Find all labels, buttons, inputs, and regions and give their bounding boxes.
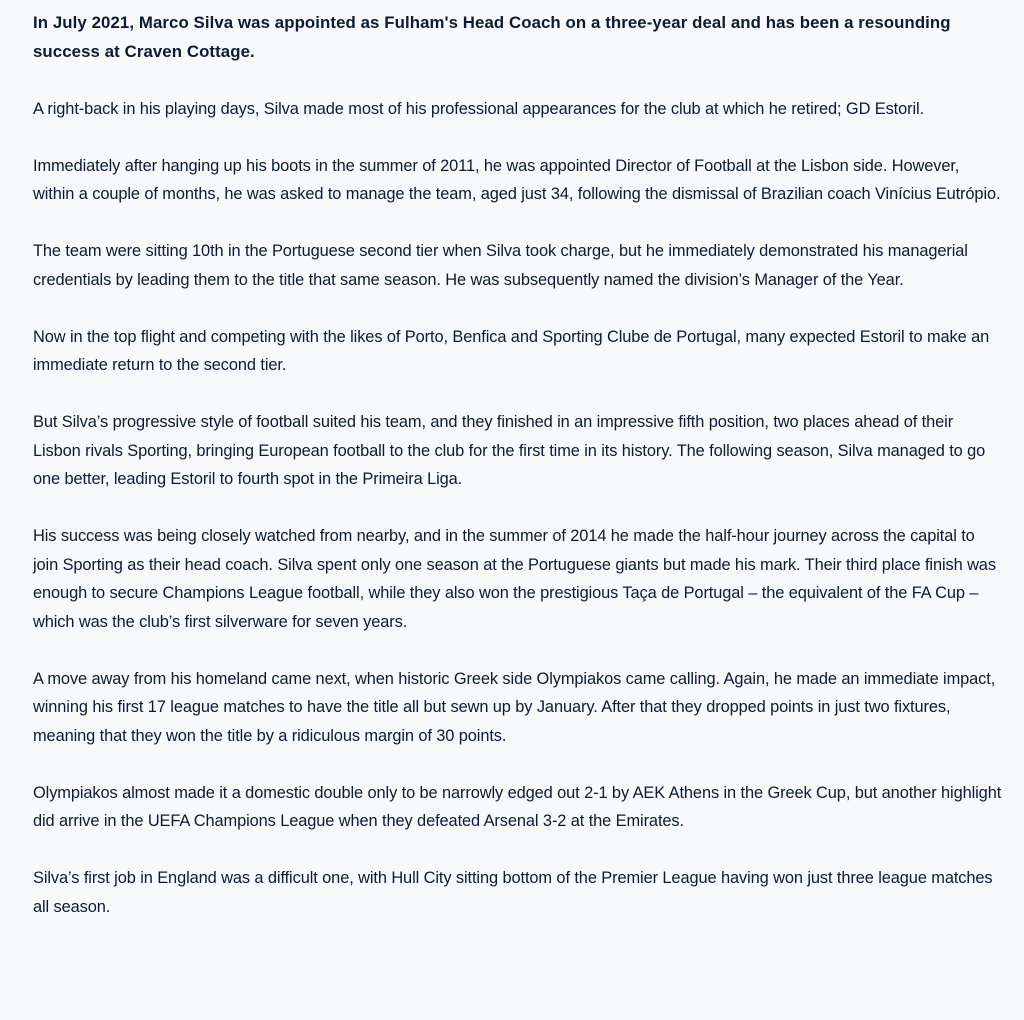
- article-paragraph: Now in the top flight and competing with the likes of Porto, Benfica and Sporting Clube de Portugal, many expected Estoril to make an immediate return to the second tier.: [33, 327, 990, 374]
- article-paragraph: His success was being closely watched from nearby, and in the summer of 2014 he made the half-hour journey across the capital to join Sporting as their head coach. Silva spent only one season at the Portuguese giants but made his mark. Their third place finish was enough to secure Champions League football, while they also won the prestigious Taça de Portugal – the equivalent of the FA Cup – which was the club’s first silverware for seven years.: [33, 527, 996, 631]
- article-paragraph: Silva’s first job in England was a difficult one, with Hull City sitting bottom of the Premier League having won just three league matches all season.: [33, 869, 993, 916]
- article-paragraph: The team were sitting 10th in the Portuguese second tier when Silva took charge, but he immediately demonstrated his managerial credentials by leading them to the title that same season. He was subsequently named the division’s Manager of the Year.: [33, 242, 968, 289]
- article-paragraph: A right-back in his playing days, Silva made most of his professional appearances for the club at which he retired; GD Estoril.: [33, 99, 925, 118]
- article-paragraph: Immediately after hanging up his boots in the summer of 2011, he was appointed Director of Football at the Lisbon side. However, within a couple of months, he was asked to manage the team, aged just 34, following the dismissal of Brazilian coach Vinícius Eutrópio.: [33, 156, 1001, 203]
- article-paragraph: Olympiakos almost made it a domestic double only to be narrowly edged out 2-1 by AEK Athens in the Greek Cup, but another highlight did arrive in the UEFA Champions League when they defeated Arsenal 3-2 at the Emirates.: [33, 783, 1002, 830]
- article-paragraph: But Silva’s progressive style of football suited his team, and they finished in an impressive fifth position, two places ahead of their Lisbon rivals Sporting, bringing European football to the club for the first time in its history. The following season, Silva managed to go one better, leading Estoril to fourth spot in the Primeira Liga.: [33, 413, 986, 488]
- article-lead: In July 2021, Marco Silva was appointed as Fulham's Head Coach on a three-year deal and has been a resounding success at Craven Cottage.: [33, 13, 951, 61]
- article-paragraph: A move away from his homeland came next, when historic Greek side Olympiakos came calling. Again, he made an immediate impact, winning his first 17 league matches to have the title all but sewn up by January. After that they dropped points in just two fixtures, meaning that they won the title by a ridiculous margin of 30 points.: [33, 669, 996, 745]
